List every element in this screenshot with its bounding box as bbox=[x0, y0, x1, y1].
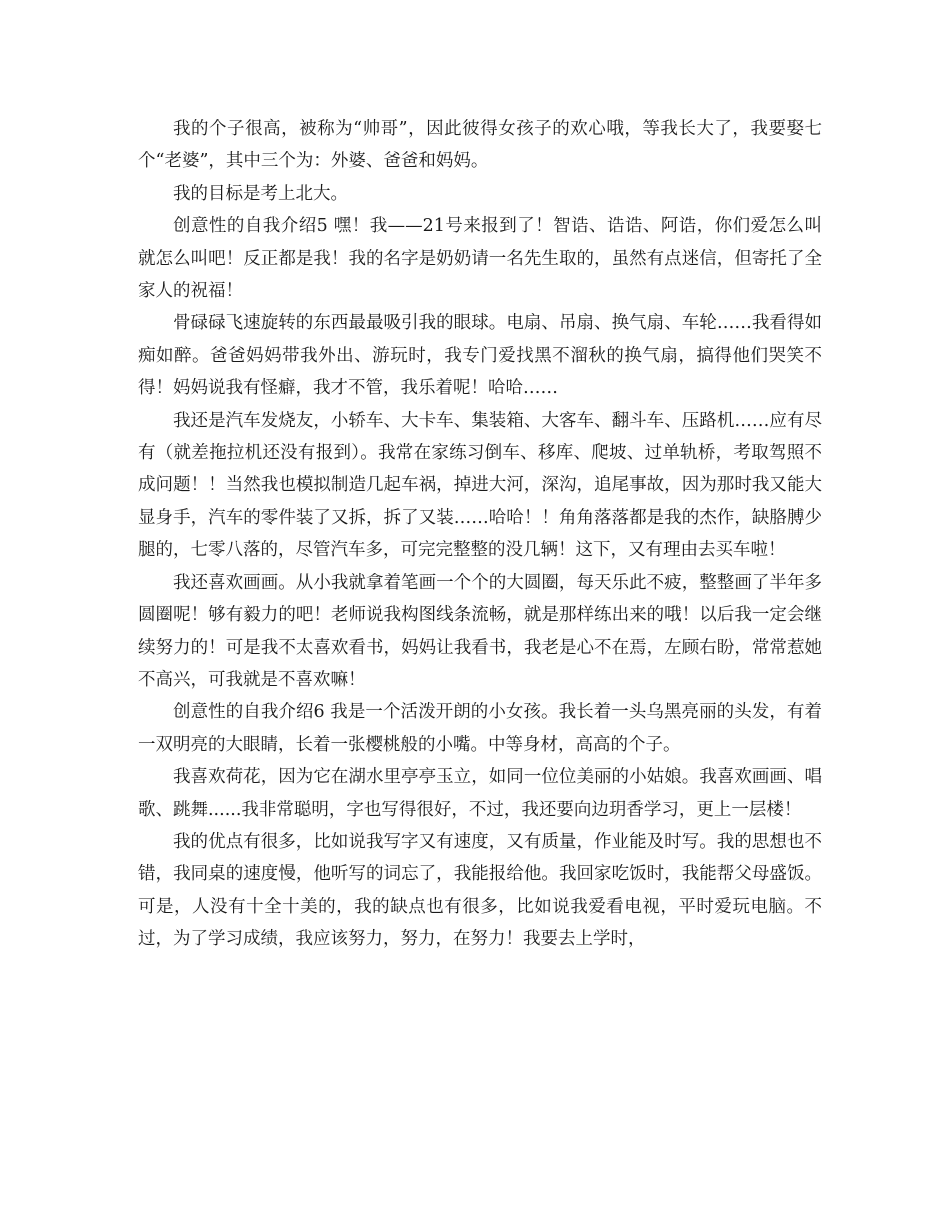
document-page bbox=[138, 113, 822, 956]
paragraph-9: 我的优点有很多，比如说我写字又有速度，又有质量，作业能及时写。我的思想也不错，我同桌的速度慢，他听写的词忘了，我能报给他。我回家吃饭时，我能帮父母盛饭。可是，人没有十全十美的，我的缺点也有很多，比如说我爱看电视，平时爱玩电脑。不过，为了学习成绩，我应该努力，努力，在努力！我要去上学时， bbox=[138, 831, 822, 950]
paragraph-2: 我的目标是考上北大。 bbox=[173, 183, 348, 204]
paragraph-7: 创意性的自我介绍6 我是一个活泼开朗的小女孩。我长着一头乌黑亮丽的头发，有着一双明亮的大眼睛，长着一张樱桃般的小嘴。中等身材，高高的个子。 bbox=[138, 702, 822, 755]
paragraph-6: 我还喜欢画画。从小我就拿着笔画一个个的大圆圈，每天乐此不疲，整整画了半年多圆圈呢！够有毅力的吧！老师说我构图线条流畅，就是那样练出来的哦！以后我一定会继续努力的！可是我不太喜欢看书，妈妈让我看书，我老是心不在焉，左顾右盼，常常惹她不高兴，可我就是不喜欢嘛！ bbox=[138, 572, 822, 690]
paragraph-5: 我还是汽车发烧友，小轿车、大卡车、集装箱、大客车、翻斗车、压路机……应有尽有（就差拖拉机还没有报到）。我常在家练习倒车、移库、爬坡、过单轨桥，考取驾照不成问题！！当然我也模拟制造几起车祸，掉进大河，深沟，追尾事故，因为那时我又能大显身手，汽车的零件装了又拆，拆了又装……哈哈！！角角落落都是我的杰作，缺胳膊少腿的，七零八落的，尽管汽车多，可完完整整的没几辆！这下，又有理由去买车啦！ bbox=[138, 410, 822, 561]
paragraph-3: 创意性的自我介绍5 嘿！我——21号来报到了！智诰、诰诰、阿诰，你们爱怎么叫就怎么叫吧！反正都是我！我的名字是奶奶请一名先生取的，虽然有点迷信，但寄托了全家人的祝福！ bbox=[138, 216, 822, 302]
paragraph-8: 我喜欢荷花，因为它在湖水里亭亭玉立，如同一位位美丽的小姑娘。我喜欢画画、唱歌、跳舞......我非常聪明，字也写得很好，不过，我还要向边玥香学习，更上一层楼！ bbox=[138, 767, 822, 820]
paragraph-1: 我的个子很高，被称为“帅哥”，因此彼得女孩子的欢心哦，等我长大了，我要娶七个“老婆”，其中三个为：外婆、爸爸和妈妈。 bbox=[138, 119, 822, 172]
paragraph-4: 骨碌碌飞速旋转的东西最最吸引我的眼球。电扇、吊扇、换气扇、车轮……我看得如痴如醉。爸爸妈妈带我外出、游玩时，我专门爱找黑不溜秋的换气扇，搞得他们哭笑不得！妈妈说我有怪癖，我才不管，我乐着呢！哈哈…… bbox=[138, 313, 822, 399]
